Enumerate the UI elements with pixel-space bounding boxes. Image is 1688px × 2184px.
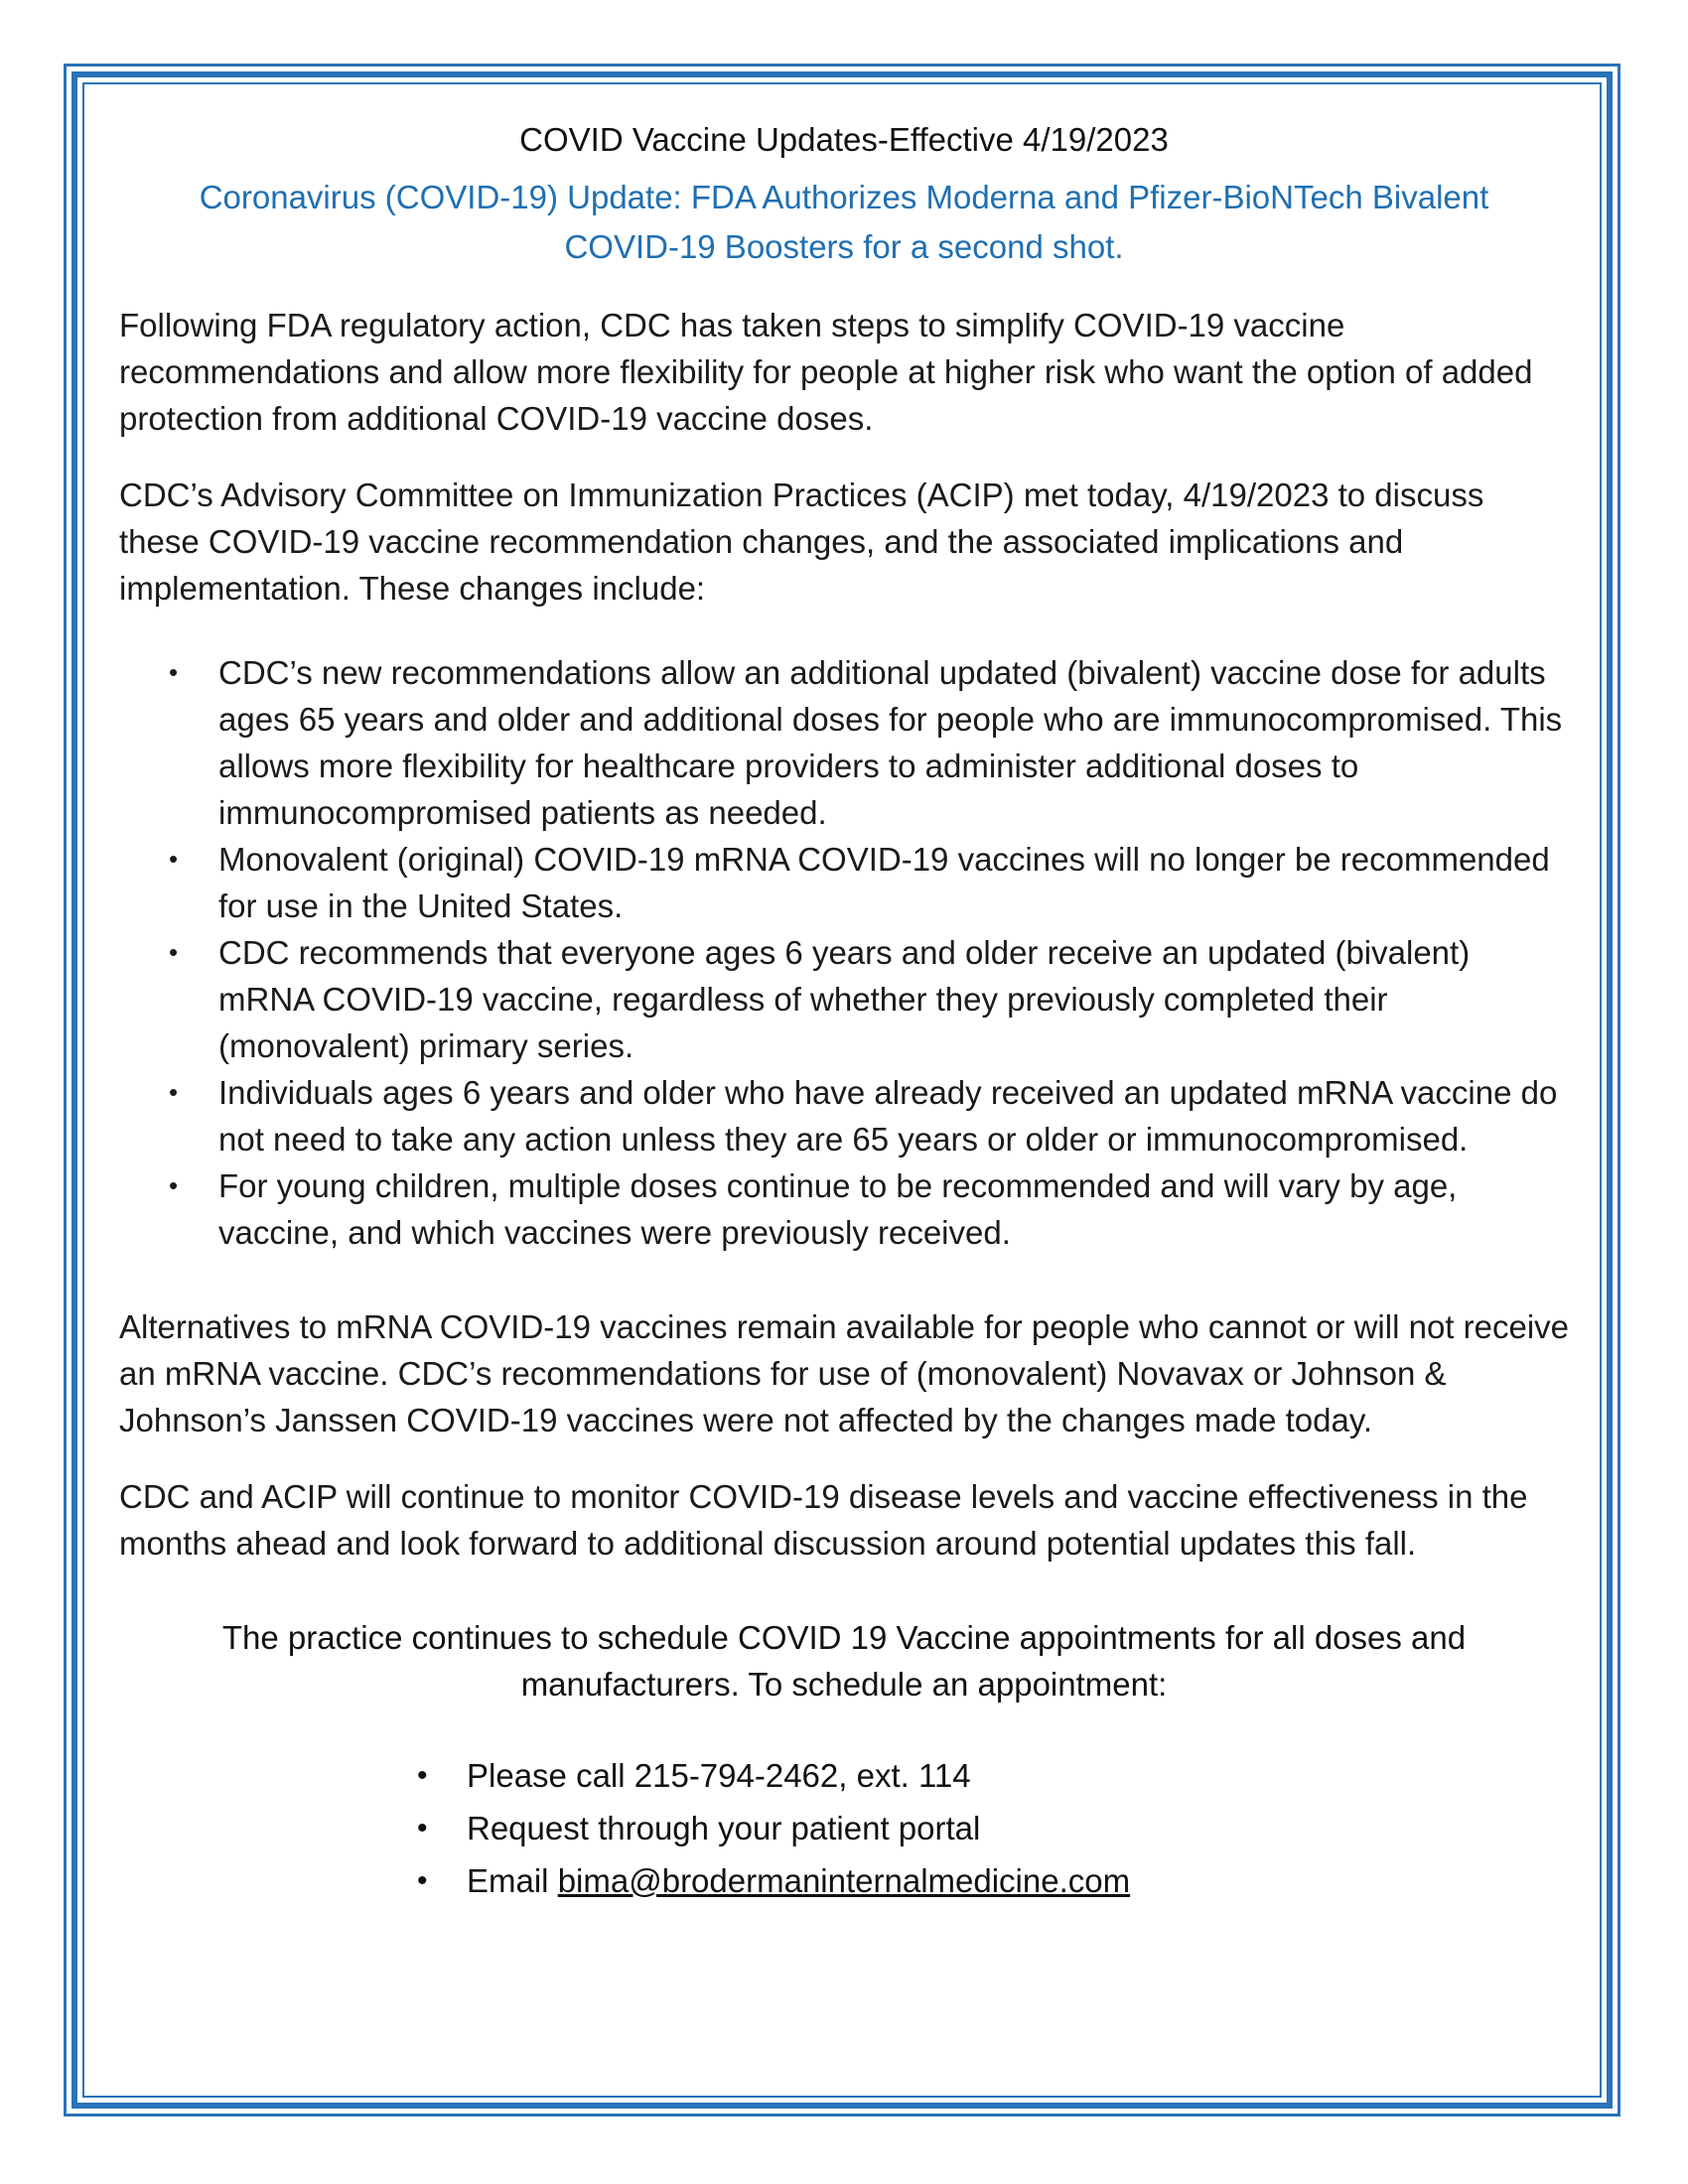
intro-paragraph: Following FDA regulatory action, CDC has taken steps to simplify COVID-19 vaccine recommendations and allow more flexibility for people at higher risk who want the option of added protection from additional COVID-19 vaccine doses. [119, 307, 1533, 437]
list-item-text: Individuals ages 6 years and older who have already received an updated mRNA vaccine do not need to take any action unless they are 65 years or older or immunocompromised. [218, 1074, 1558, 1158]
update-headline-line-2: COVID-19 Boosters for a second shot. [564, 228, 1124, 265]
bullet-icon: • [169, 1077, 179, 1107]
contact-options-list [119, 1749, 1569, 1907]
list-item [119, 836, 1569, 929]
update-headline [119, 173, 1569, 272]
list-item-text: Monovalent (original) COVID-19 mRNA COVID-19 vaccines will no longer be recommended for use in the United States. [218, 841, 1550, 924]
bullet-icon: • [169, 937, 179, 967]
list-item [119, 1749, 1569, 1802]
page-title: COVID Vaccine Updates-Effective 4/19/2023 [519, 121, 1169, 158]
list-item-text: CDC’s new recommendations allow an additional updated (bivalent) vaccine dose for adults ages 65 years and older and additional doses for people who are immunocompromised. This allows more flexibility for healthcare providers to administer additional doses to immunocompromised patients as needed. [218, 654, 1563, 831]
scheduling-callout-line-1: The practice continues to schedule COVID 19 Vaccine appointments for all doses and [221, 1619, 1467, 1656]
acip-paragraph: CDC’s Advisory Committee on Immunization Practices (ACIP) met today, 4/19/2023 to discuss these COVID-19 vaccine recommendation changes, and the associated implications and implementation. These changes include: [119, 477, 1484, 607]
list-item [119, 929, 1569, 1069]
list-item-text: For young children, multiple doses continue to be recommended and will vary by age, vaccine, and which vaccines were previously received. [218, 1167, 1458, 1251]
update-headline-line-1: Coronavirus (COVID-19) Update: FDA Authorizes Moderna and Pfizer-BioNTech Bivalent [199, 179, 1489, 215]
scheduling-callout-line-2: manufacturers. To schedule an appointment: [520, 1666, 1168, 1703]
bullet-icon: • [417, 1812, 428, 1844]
monitoring-paragraph: CDC and ACIP will continue to monitor COVID-19 disease levels and vaccine effectiveness in the months ahead and look forward to additional discussion around potential updates this fall. [119, 1478, 1528, 1562]
alternatives-paragraph: Alternatives to mRNA COVID-19 vaccines remain available for people who cannot or will not receive an mRNA vaccine. CDC’s recommendations for use of (monovalent) Novavax or Johnson & Johnson’s Janssen COVID-19 vaccines were not affected by the changes made today. [119, 1308, 1570, 1438]
list-item [119, 649, 1569, 836]
list-item [119, 1854, 1569, 1907]
list-item [119, 1162, 1569, 1256]
changes-list [119, 649, 1569, 1256]
scheduling-callout [119, 1614, 1569, 1707]
bullet-icon: • [169, 657, 179, 687]
phone-contact: Please call 215-794-2462, ext. 114 [467, 1757, 971, 1794]
email-link[interactable]: bima@brodermaninternalmedicine.com [557, 1862, 1131, 1899]
bullet-icon: • [417, 1759, 428, 1792]
bullet-icon: • [169, 1170, 179, 1200]
document-body [119, 111, 1569, 1907]
bullet-icon: • [417, 1864, 428, 1897]
list-item-text: CDC recommends that everyone ages 6 years and older receive an updated (bivalent) mRNA COVID-19 vaccine, regardless of whether they previously completed their (monovalent) primary series. [218, 934, 1471, 1064]
portal-contact: Request through your patient portal [467, 1810, 981, 1846]
list-item [119, 1802, 1569, 1854]
bullet-icon: • [169, 844, 179, 874]
email-label: Email [467, 1862, 558, 1899]
list-item [119, 1069, 1569, 1162]
